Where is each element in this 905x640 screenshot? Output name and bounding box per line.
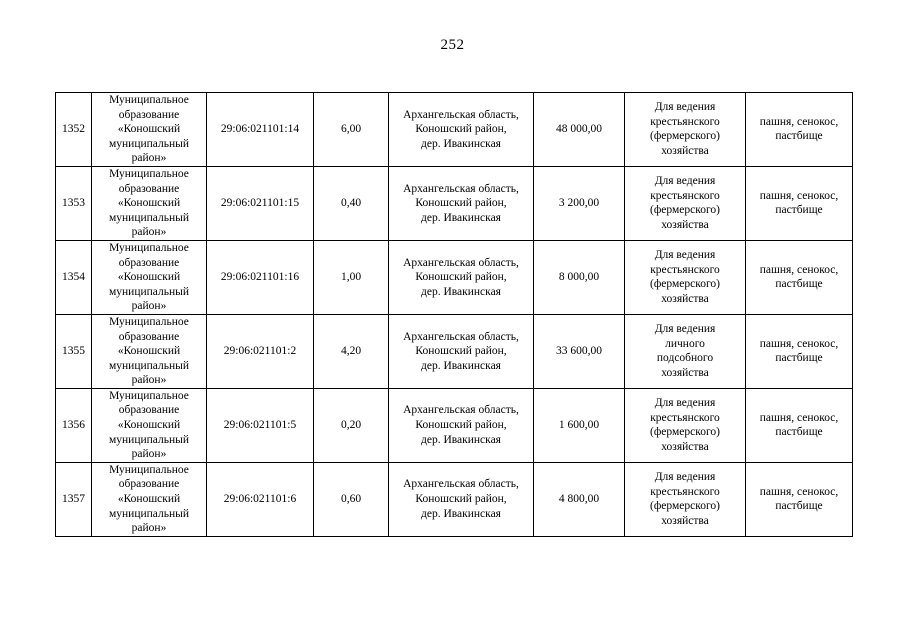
land-registry-table [55,92,853,537]
cadastral-number-cell: 29:06:021101:5 [207,388,314,462]
page-number: 252 [440,37,465,53]
area-cell: 1,00 [314,240,389,314]
land-type-cell: пашня, сенокос, пастбище [746,314,853,388]
row-number-cell: 1355 [56,314,92,388]
cadastral-number-cell: 29:06:021101:2 [207,314,314,388]
owner-cell: Муниципальное образование «Коношский муниципальный район» [92,240,207,314]
purpose-cell: Для ведения крестьянского (фермерского) хозяйства [625,388,746,462]
address-cell: Архангельская область, Коношский район, дер. Ивакинская [389,240,534,314]
address-cell: Архангельская область, Коношский район, дер. Ивакинская [389,462,534,536]
table-row [56,388,853,462]
area-cell: 6,00 [314,93,389,167]
address-cell: Архангельская область, Коношский район, дер. Ивакинская [389,314,534,388]
cadastral-number-cell: 29:06:021101:14 [207,93,314,167]
area-cell: 4,20 [314,314,389,388]
table-row [56,462,853,536]
area-cell: 0,60 [314,462,389,536]
price-cell: 4 800,00 [534,462,625,536]
price-cell: 33 600,00 [534,314,625,388]
owner-cell: Муниципальное образование «Коношский муниципальный район» [92,166,207,240]
land-type-cell: пашня, сенокос, пастбище [746,166,853,240]
land-type-cell: пашня, сенокос, пастбище [746,388,853,462]
cadastral-number-cell: 29:06:021101:6 [207,462,314,536]
address-cell: Архангельская область, Коношский район, дер. Ивакинская [389,388,534,462]
owner-cell: Муниципальное образование «Коношский муниципальный район» [92,462,207,536]
table-row [56,93,853,167]
owner-cell: Муниципальное образование «Коношский муниципальный район» [92,388,207,462]
purpose-cell: Для ведения крестьянского (фермерского) хозяйства [625,166,746,240]
row-number-cell: 1353 [56,166,92,240]
price-cell: 8 000,00 [534,240,625,314]
land-type-cell: пашня, сенокос, пастбище [746,93,853,167]
row-number-cell: 1356 [56,388,92,462]
purpose-cell: Для ведения крестьянского (фермерского) хозяйства [625,240,746,314]
price-cell: 3 200,00 [534,166,625,240]
cadastral-number-cell: 29:06:021101:15 [207,166,314,240]
land-type-cell: пашня, сенокос, пастбище [746,240,853,314]
row-number-cell: 1354 [56,240,92,314]
row-number-cell: 1357 [56,462,92,536]
row-number-cell: 1352 [56,93,92,167]
price-cell: 48 000,00 [534,93,625,167]
price-cell: 1 600,00 [534,388,625,462]
purpose-cell: Для ведения крестьянского (фермерского) хозяйства [625,93,746,167]
owner-cell: Муниципальное образование «Коношский муниципальный район» [92,93,207,167]
purpose-cell: Для ведения личного подсобного хозяйства [625,314,746,388]
table-row [56,314,853,388]
cadastral-number-cell: 29:06:021101:16 [207,240,314,314]
purpose-cell: Для ведения крестьянского (фермерского) хозяйства [625,462,746,536]
area-cell: 0,40 [314,166,389,240]
table-row [56,166,853,240]
table-row [56,240,853,314]
owner-cell: Муниципальное образование «Коношский муниципальный район» [92,314,207,388]
address-cell: Архангельская область, Коношский район, дер. Ивакинская [389,166,534,240]
land-type-cell: пашня, сенокос, пастбище [746,462,853,536]
table-body [56,93,853,537]
address-cell: Архангельская область, Коношский район, дер. Ивакинская [389,93,534,167]
area-cell: 0,20 [314,388,389,462]
